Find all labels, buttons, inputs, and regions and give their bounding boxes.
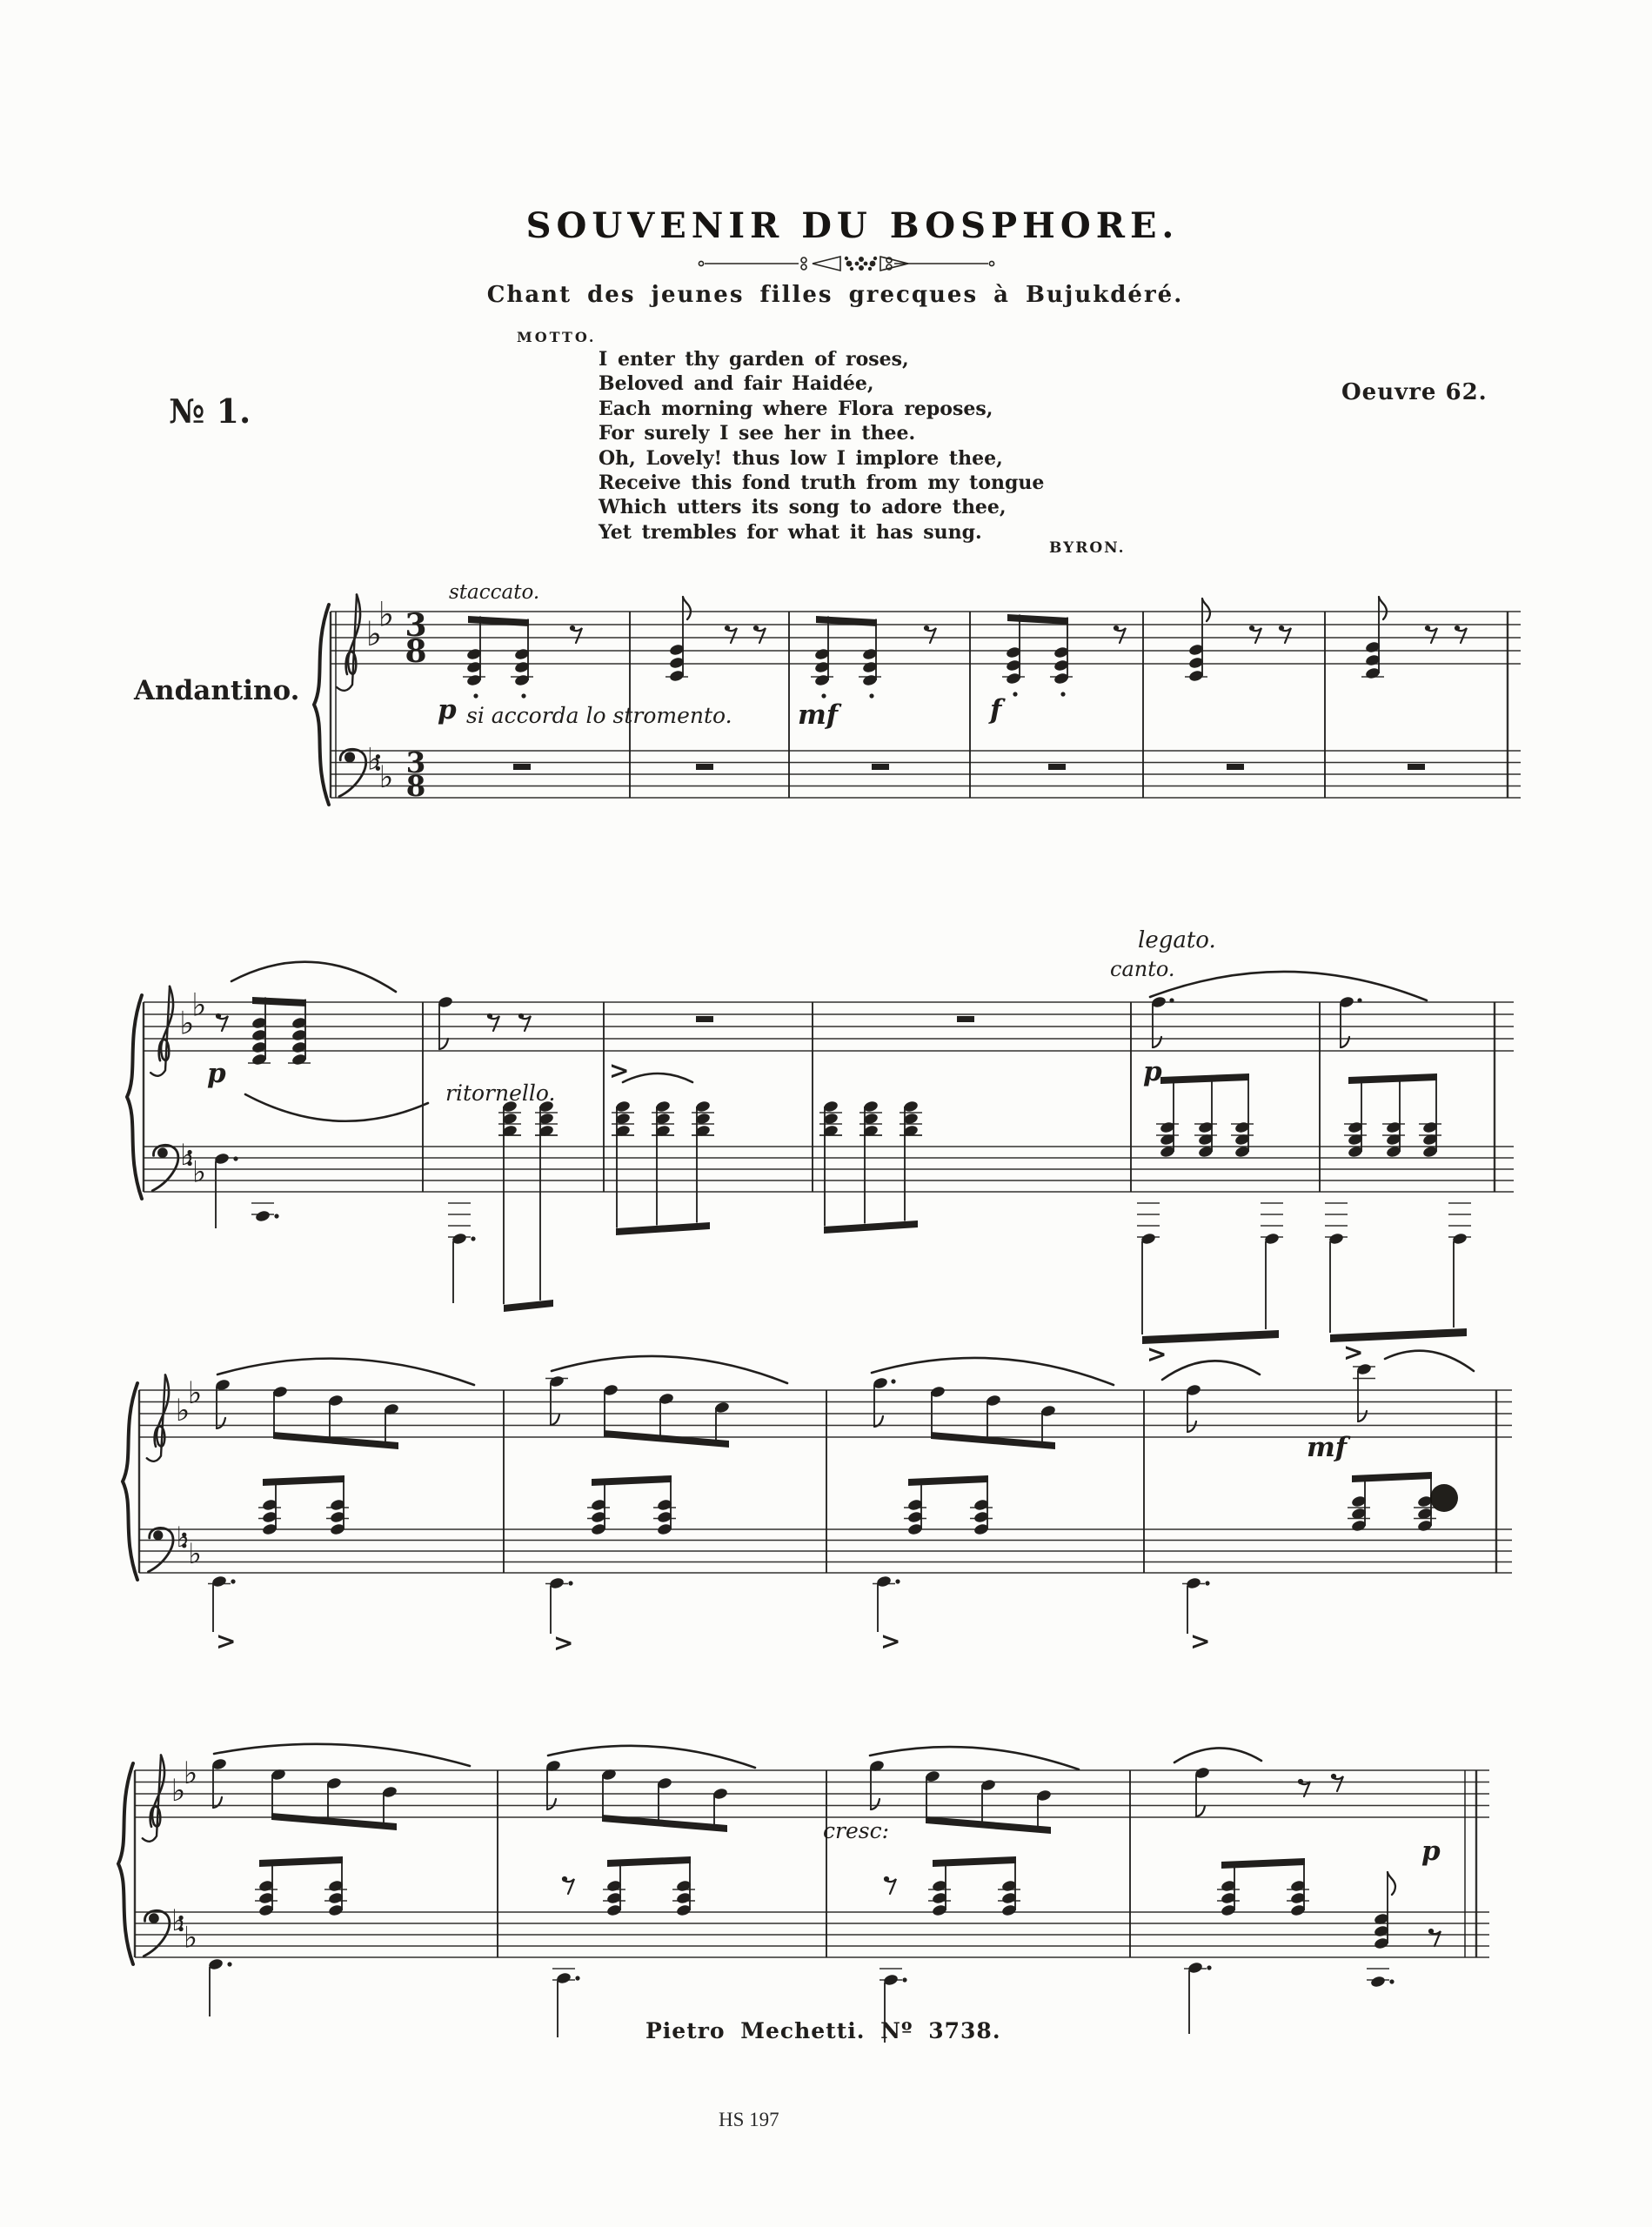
svg-text:♭: ♭ xyxy=(180,1137,194,1172)
staccato-marking: staccato. xyxy=(449,581,540,604)
svg-text:♭: ♭ xyxy=(365,615,383,654)
motto-line: Oh, Lovely! thus low I implore thee, xyxy=(599,446,1003,470)
motto-line: Which utters its song to adore thee, xyxy=(599,496,1007,519)
motto-line: Beloved and fair Haidée, xyxy=(599,372,874,396)
svg-text:>: > xyxy=(609,1056,630,1085)
dynamic-p-4: p xyxy=(1421,1836,1441,1867)
canto-marking: canto. xyxy=(1110,957,1175,981)
svg-text:8: 8 xyxy=(405,770,426,803)
svg-text:8: 8 xyxy=(405,633,427,670)
svg-text:♭: ♭ xyxy=(183,1755,198,1791)
tempo-marking: Andantino. xyxy=(134,675,300,706)
svg-text:♭: ♭ xyxy=(176,1521,190,1554)
svg-text:♭: ♭ xyxy=(378,759,394,795)
opus-label: Oeuvre 62. xyxy=(1341,379,1488,405)
subtitle: Chant des jeunes filles grecques à Bujukdéré. xyxy=(486,282,1184,308)
svg-text:♭: ♭ xyxy=(171,1903,185,1937)
ritornello-marking: ritornello. xyxy=(445,1080,556,1106)
dynamic-p-3: p xyxy=(1143,1056,1162,1087)
dynamic-mf-2: mf xyxy=(1307,1432,1348,1463)
svg-text:♭: ♭ xyxy=(175,1393,191,1429)
motto-line: I enter thy garden of roses, xyxy=(599,348,909,371)
page-title: SOUVENIR DU BOSPHORE. xyxy=(525,205,1180,246)
svg-text:>: > xyxy=(1343,1338,1364,1367)
svg-text:♭: ♭ xyxy=(378,595,395,635)
motto-line: Each morning where Flora reposes, xyxy=(599,397,993,420)
motto-line: For surely I see her in thee. xyxy=(599,422,916,445)
svg-text:♭: ♭ xyxy=(171,1773,186,1809)
motto-attribution: BYRON. xyxy=(1049,539,1126,557)
svg-text:♭: ♭ xyxy=(184,1920,197,1955)
svg-text:♭: ♭ xyxy=(191,986,207,1024)
dynamic-p-2: p xyxy=(207,1058,226,1089)
svg-text:>: > xyxy=(1190,1627,1211,1655)
catalog-number: HS 197 xyxy=(719,2109,779,2130)
svg-text:>: > xyxy=(1147,1340,1167,1368)
svg-text:♭: ♭ xyxy=(188,1536,202,1570)
svg-text:♭: ♭ xyxy=(179,1004,195,1042)
svg-text:♭: ♭ xyxy=(187,1374,203,1411)
motto-heading: MOTTO. xyxy=(517,329,597,345)
motto-line: Yet trembles for what it has sung. xyxy=(599,520,982,544)
svg-text:3: 3 xyxy=(405,607,427,644)
cresc-marking: cresc: xyxy=(823,1818,890,1843)
svg-text:♭: ♭ xyxy=(366,741,382,778)
svg-text:>: > xyxy=(553,1628,574,1657)
svg-text:>: > xyxy=(880,1627,901,1655)
svg-text:>: > xyxy=(216,1627,237,1655)
dynamic-f-1: f xyxy=(990,694,1002,726)
dynamic-mf-1: mf xyxy=(798,699,839,731)
dynamic-p-1: p xyxy=(438,694,457,726)
svg-text:3: 3 xyxy=(405,746,426,779)
piece-number-label: № 1. xyxy=(169,391,251,431)
si-accorda-marking: si accorda lo stromento. xyxy=(466,703,732,728)
svg-text:♭: ♭ xyxy=(192,1154,206,1189)
publisher-imprint: Pietro Mechetti. Nº 3738. xyxy=(645,2018,1001,2043)
motto-line: Receive this fond truth from my tongue xyxy=(599,471,1045,495)
legato-marking: legato. xyxy=(1138,927,1216,953)
